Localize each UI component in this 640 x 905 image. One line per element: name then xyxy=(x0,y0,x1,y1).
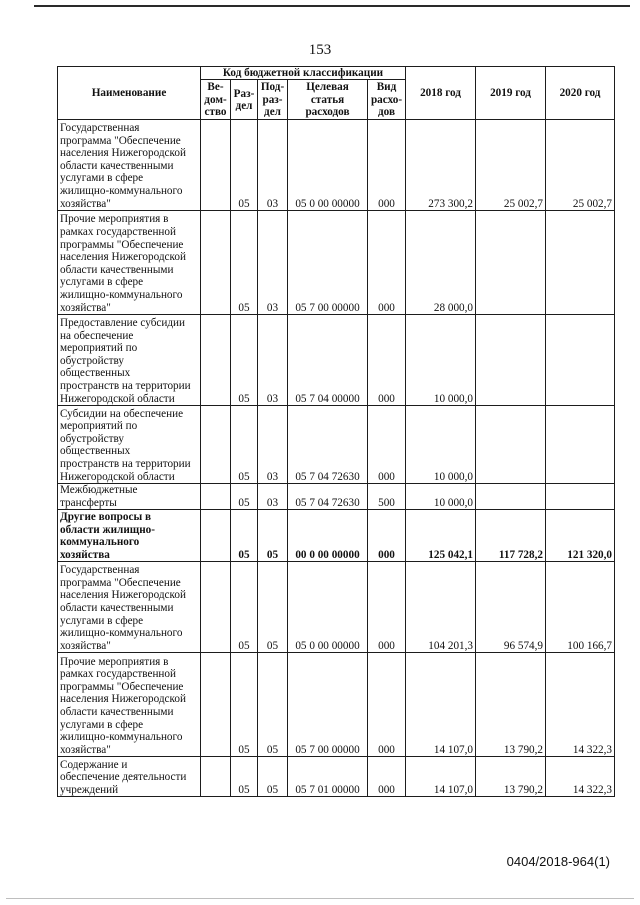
podrazdel-cell: 05 xyxy=(258,653,288,757)
value-2018: 125 042,1 xyxy=(406,510,476,562)
statya-cell: 05 7 04 00000 xyxy=(288,315,368,406)
table-row xyxy=(58,510,615,562)
value-2019: 13 790,2 xyxy=(476,653,546,757)
razdel-cell: 05 xyxy=(231,653,258,757)
value-2019: 13 790,2 xyxy=(476,757,546,797)
table-row xyxy=(58,484,615,510)
value-2020 xyxy=(546,406,615,484)
podrazdel-cell: 03 xyxy=(258,211,288,315)
row-name: Межбюджетные трансферты xyxy=(58,484,201,510)
statya-cell: 05 0 00 00000 xyxy=(288,562,368,653)
value-2019 xyxy=(476,484,546,510)
razdel-cell: 05 xyxy=(231,757,258,797)
razdel-cell: 05 xyxy=(231,406,258,484)
header-vid: Вид расхо- дов xyxy=(368,80,406,120)
statya-cell: 05 7 04 72630 xyxy=(288,406,368,484)
statya-cell: 00 0 00 00000 xyxy=(288,510,368,562)
value-2018: 14 107,0 xyxy=(406,653,476,757)
table-row xyxy=(58,562,615,653)
podrazdel-cell: 05 xyxy=(258,510,288,562)
statya-cell: 05 7 00 00000 xyxy=(288,653,368,757)
vid-cell: 000 xyxy=(368,406,406,484)
value-2018: 273 300,2 xyxy=(406,120,476,211)
value-2020: 121 320,0 xyxy=(546,510,615,562)
vid-cell: 000 xyxy=(368,315,406,406)
row-name: Прочие мероприятия в рамках государственной программы "Обеспечение населения Нижегородской области качественными услугами в сфере жилищно-коммунального хозяйства" xyxy=(58,211,201,315)
header-razdel: Раз- дел xyxy=(231,80,258,120)
header-vedomstvo: Ве- дом- ство xyxy=(201,80,231,120)
page-number: 153 xyxy=(308,42,332,58)
value-2019: 117 728,2 xyxy=(476,510,546,562)
vedomstvo-cell xyxy=(201,406,231,484)
table-row xyxy=(58,653,615,757)
value-2018: 10 000,0 xyxy=(406,315,476,406)
vedomstvo-cell xyxy=(201,211,231,315)
row-name: Государственная программа "Обеспечение населения Нижегородской области качественными услугами в сфере жилищно-коммунального хозяйства" xyxy=(58,120,201,211)
vid-cell: 000 xyxy=(368,120,406,211)
table-row xyxy=(58,315,615,406)
bottom-rule xyxy=(6,898,634,899)
value-2018: 10 000,0 xyxy=(406,406,476,484)
header-name: Наименование xyxy=(58,67,201,120)
row-name: Субсидии на обеспечение мероприятий по обустройству общественных пространств на территории Нижегородской области xyxy=(58,406,201,484)
table-row xyxy=(58,406,615,484)
statya-cell: 05 7 00 00000 xyxy=(288,211,368,315)
budget-table xyxy=(57,66,615,797)
podrazdel-cell: 03 xyxy=(258,120,288,211)
value-2019 xyxy=(476,315,546,406)
row-name: Предоставление субсидии на обеспечение мероприятий по обустройству общественных пространств на территории Нижегородской области xyxy=(58,315,201,406)
vid-cell: 000 xyxy=(368,211,406,315)
header-code-group: Код бюджетной классификации xyxy=(201,67,406,80)
document-code: 0404/2018-964(1) xyxy=(506,854,610,869)
vid-cell: 000 xyxy=(368,757,406,797)
top-rule xyxy=(34,5,630,7)
vedomstvo-cell xyxy=(201,484,231,510)
vedomstvo-cell xyxy=(201,562,231,653)
table-row xyxy=(58,120,615,211)
value-2020: 100 166,7 xyxy=(546,562,615,653)
value-2020: 25 002,7 xyxy=(546,120,615,211)
value-2020: 14 322,3 xyxy=(546,653,615,757)
razdel-cell: 05 xyxy=(231,211,258,315)
statya-cell: 05 7 01 00000 xyxy=(288,757,368,797)
podrazdel-cell: 03 xyxy=(258,315,288,406)
vedomstvo-cell xyxy=(201,120,231,211)
statya-cell: 05 7 04 72630 xyxy=(288,484,368,510)
podrazdel-cell: 05 xyxy=(258,562,288,653)
vedomstvo-cell xyxy=(201,315,231,406)
row-name: Содержание и обеспечение деятельности учреждений xyxy=(58,757,201,797)
value-2018: 104 201,3 xyxy=(406,562,476,653)
row-name: Другие вопросы в области жилищно- коммунального хозяйства xyxy=(58,510,201,562)
value-2019: 96 574,9 xyxy=(476,562,546,653)
podrazdel-cell: 03 xyxy=(258,484,288,510)
vid-cell: 500 xyxy=(368,484,406,510)
vedomstvo-cell xyxy=(201,653,231,757)
header-2019: 2019 год xyxy=(476,67,546,120)
razdel-cell: 05 xyxy=(231,315,258,406)
row-name: Прочие мероприятия в рамках государственной программы "Обеспечение населения Нижегородской области качественными услугами в сфере жилищно-коммунального хозяйства" xyxy=(58,653,201,757)
header-podrazdel: Под- раз- дел xyxy=(258,80,288,120)
podrazdel-cell: 05 xyxy=(258,757,288,797)
table-row xyxy=(58,757,615,797)
table-row xyxy=(58,211,615,315)
value-2018: 10 000,0 xyxy=(406,484,476,510)
value-2020 xyxy=(546,315,615,406)
vedomstvo-cell xyxy=(201,510,231,562)
statya-cell: 05 0 00 00000 xyxy=(288,120,368,211)
podrazdel-cell: 03 xyxy=(258,406,288,484)
table-body xyxy=(58,120,615,797)
razdel-cell: 05 xyxy=(231,510,258,562)
value-2019 xyxy=(476,406,546,484)
razdel-cell: 05 xyxy=(231,120,258,211)
value-2019 xyxy=(476,211,546,315)
razdel-cell: 05 xyxy=(231,562,258,653)
value-2018: 14 107,0 xyxy=(406,757,476,797)
value-2019: 25 002,7 xyxy=(476,120,546,211)
row-name: Государственная программа "Обеспечение населения Нижегородской области качественными услугами в сфере жилищно-коммунального хозяйства" xyxy=(58,562,201,653)
value-2018: 28 000,0 xyxy=(406,211,476,315)
value-2020 xyxy=(546,211,615,315)
vedomstvo-cell xyxy=(201,757,231,797)
vid-cell: 000 xyxy=(368,653,406,757)
header-2018: 2018 год xyxy=(406,67,476,120)
header-2020: 2020 год xyxy=(546,67,615,120)
header-statya: Целевая статья расходов xyxy=(288,80,368,120)
vid-cell: 000 xyxy=(368,562,406,653)
vid-cell: 000 xyxy=(368,510,406,562)
value-2020 xyxy=(546,484,615,510)
value-2020: 14 322,3 xyxy=(546,757,615,797)
razdel-cell: 05 xyxy=(231,484,258,510)
